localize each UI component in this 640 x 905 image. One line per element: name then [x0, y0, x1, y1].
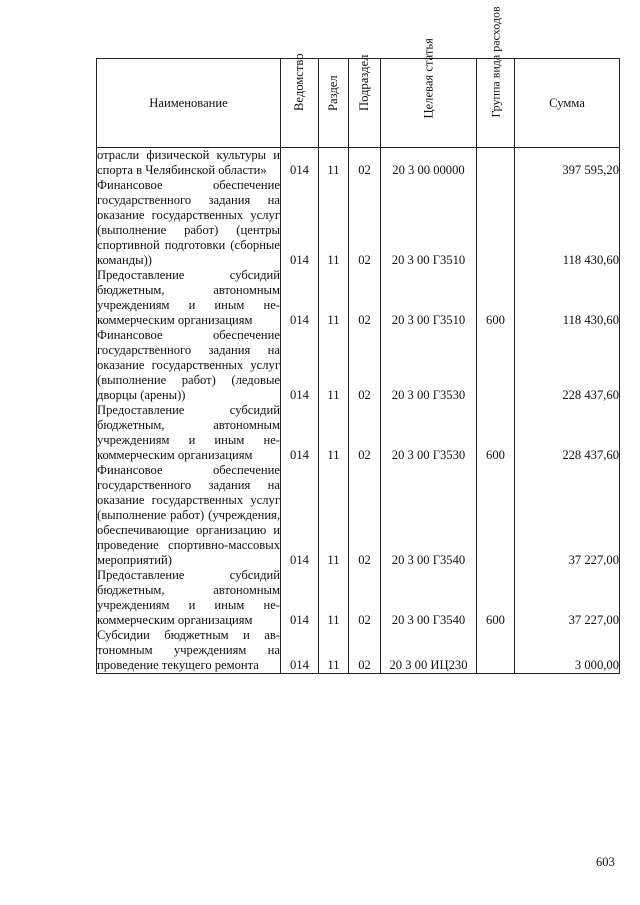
- row-summa: 118 430,60: [515, 268, 620, 328]
- row-name: Предоставление субсидий бюджетным, автономным учреждениям и иным некоммерческим организациям: [97, 403, 280, 462]
- row-name: Финансовое обеспечение государственного задания на оказание государственных услуг (выполнение работ) (ледовые дворцы (арены)): [97, 328, 280, 402]
- row-vedomstvo: 014: [281, 628, 319, 674]
- row-celevaya: 20 3 00 Г3540: [381, 568, 477, 628]
- table-header-row: [97, 59, 620, 148]
- row-razdel: 11: [319, 403, 349, 463]
- row-vedomstvo: 014: [281, 178, 319, 268]
- row-razdel: 11: [319, 463, 349, 568]
- header-celevaya-line1: Целевая: [421, 74, 435, 118]
- row-name: Предоставление субсидий бюджетным, автономным учреждениям и иным некоммерческим организациям: [97, 268, 280, 327]
- row-gruppa: 600: [477, 268, 515, 328]
- row-razdel: 11: [319, 148, 349, 179]
- table-row: [97, 268, 620, 328]
- row-vedomstvo: 014: [281, 463, 319, 568]
- row-gruppa: [477, 463, 515, 568]
- page-number: 603: [596, 855, 615, 869]
- row-summa: 37 227,00: [515, 463, 620, 568]
- header-celevaya-statya: [381, 37, 477, 148]
- header-vedomstvo-label: Ведомство: [292, 52, 306, 111]
- row-celevaya: 20 3 00 Г3530: [381, 328, 477, 403]
- row-gruppa: 600: [477, 403, 515, 463]
- header-podrazdel-label: Подраздел: [357, 54, 371, 111]
- header-gruppa-vida-rashodov: [477, 5, 515, 148]
- header-razdel-label: Раздел: [326, 74, 340, 111]
- row-podrazdel: 02: [349, 148, 381, 179]
- header-name: [97, 59, 281, 148]
- table-row: [97, 628, 620, 674]
- header-summa: [515, 59, 620, 148]
- row-summa: 37 227,00: [515, 568, 620, 628]
- row-vedomstvo: 014: [281, 568, 319, 628]
- row-podrazdel: 02: [349, 268, 381, 328]
- table-row: [97, 148, 620, 179]
- row-name: Финансовое обеспечение государственного задания на оказание государственных услуг (выполнение работ) (центры спортивной подготовки (сборные команды)): [97, 178, 280, 267]
- row-summa: 397 595,20: [515, 148, 620, 179]
- header-razdel: [319, 59, 349, 148]
- row-vedomstvo: 014: [281, 148, 319, 179]
- table-row: [97, 178, 620, 268]
- row-vedomstvo: 014: [281, 403, 319, 463]
- row-vedomstvo: 014: [281, 268, 319, 328]
- row-razdel: 11: [319, 268, 349, 328]
- row-gruppa: [477, 628, 515, 674]
- row-podrazdel: 02: [349, 568, 381, 628]
- row-vedomstvo: 014: [281, 328, 319, 403]
- row-summa: 228 437,60: [515, 403, 620, 463]
- table-row: [97, 568, 620, 628]
- header-gruppa-line2: расходов: [488, 5, 502, 52]
- row-razdel: 11: [319, 568, 349, 628]
- row-celevaya: 20 3 00 ИЦ230: [381, 628, 477, 674]
- header-summa-label: Сумма: [549, 95, 585, 110]
- row-podrazdel: 02: [349, 463, 381, 568]
- row-celevaya: 20 3 00 Г3510: [381, 268, 477, 328]
- row-gruppa: [477, 178, 515, 268]
- row-celevaya: 20 3 00 Г3530: [381, 403, 477, 463]
- row-celevaya: 20 3 00 Г3540: [381, 463, 477, 568]
- budget-table: [96, 5, 620, 674]
- header-vedomstvo: [281, 52, 319, 148]
- row-celevaya: 20 3 00 00000: [381, 148, 477, 179]
- row-podrazdel: 02: [349, 628, 381, 674]
- header-celevaya-line2: статья: [421, 37, 435, 72]
- table-row: [97, 463, 620, 568]
- row-celevaya: 20 3 00 Г3510: [381, 178, 477, 268]
- row-razdel: 11: [319, 178, 349, 268]
- header-gruppa-line1: Группа вида: [488, 54, 502, 117]
- row-podrazdel: 02: [349, 178, 381, 268]
- row-name: Предоставление субсидий бюджетным, автономным учреждениям и иным некоммерческим организациям: [97, 568, 280, 627]
- row-name: отрасли физической культуры и спорта в Челябинской области»: [97, 148, 280, 177]
- row-name: Финансовое обеспечение государственного задания на оказание государственных услуг (выполнение работ) (учреждения, обеспечивающие организацию и проведение спортивно-массовых мероприятий): [97, 463, 280, 567]
- header-podrazdel: [349, 54, 381, 148]
- row-razdel: 11: [319, 328, 349, 403]
- row-summa: 118 430,60: [515, 178, 620, 268]
- row-summa: 228 437,60: [515, 328, 620, 403]
- row-name: Субсидии бюджетным и автономным учреждениям на проведение текущего ремонта: [97, 628, 280, 672]
- row-gruppa: 600: [477, 568, 515, 628]
- row-gruppa: [477, 328, 515, 403]
- row-podrazdel: 02: [349, 403, 381, 463]
- row-podrazdel: 02: [349, 328, 381, 403]
- table-row: [97, 328, 620, 403]
- row-summa: 3 000,00: [515, 628, 620, 674]
- table-row: [97, 403, 620, 463]
- row-razdel: 11: [319, 628, 349, 674]
- row-gruppa: [477, 148, 515, 179]
- header-name-label: Наименование: [149, 95, 228, 110]
